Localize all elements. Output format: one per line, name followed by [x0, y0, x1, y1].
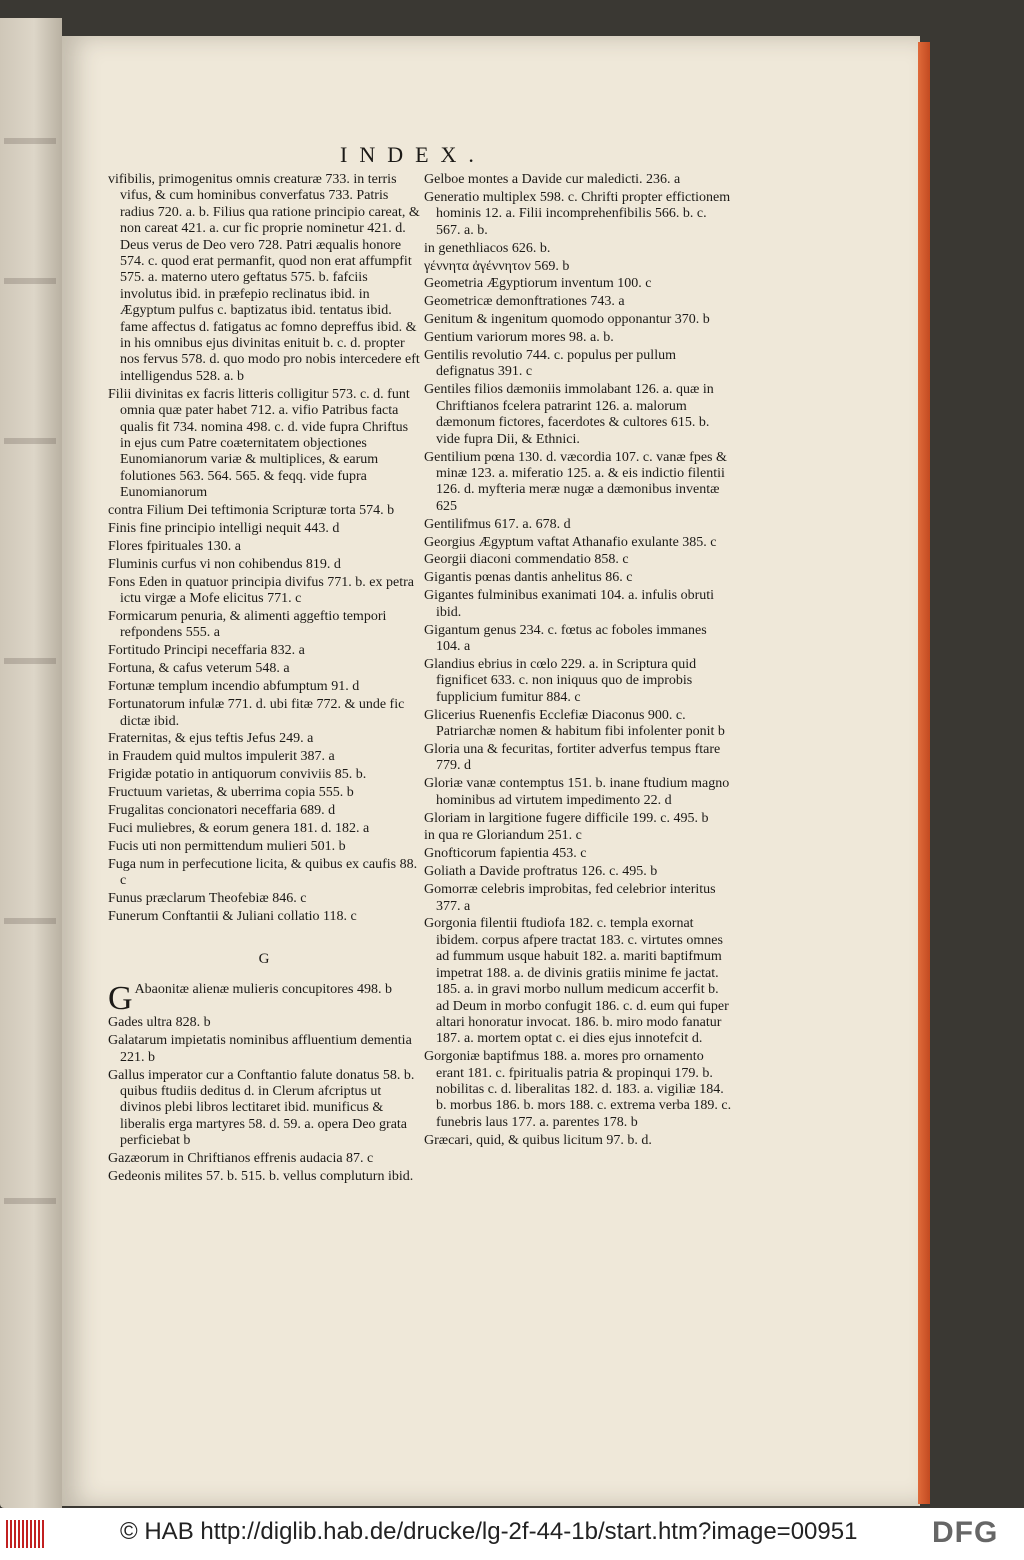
- show-through-line: [4, 138, 56, 144]
- index-entry: Fructuum varietas, & uberrima copia 555. b: [108, 785, 354, 801]
- right-entries: [424, 172, 734, 1149]
- index-entry: Funus præclarum Theofebiæ 846. c: [108, 891, 307, 907]
- page-title: INDEX.: [340, 142, 486, 167]
- index-entry: Fons Eden in quatuor principia divifus 771. b. ex petra ictu virgæ a Mofe elicitus 771. c: [108, 574, 414, 607]
- index-entry: Georgius Ægyptum vaftat Athanafio exulante 385. c: [424, 534, 717, 550]
- index-entry: Gorgoniæ baptifmus 188. a. mores pro ornamento erant 181. c. fpiritualis patria & propinqui 179. b. nobilitas c. d. liberalitas 182. d. 183. a. vigiliæ 184. b. morbus 186. b. mors 188. c. extrema verba 189. c. funebris laus 177. a. parentes 178. b: [424, 1049, 732, 1130]
- index-entry: Fortuna, & cafus veterum 548. a: [108, 661, 290, 677]
- index-entry: Frigidæ potatio in antiquorum conviviis 85. b.: [108, 767, 367, 783]
- index-entry: contra Filium Dei teftimonia Scripturæ torta 574. b: [108, 503, 395, 519]
- index-entry: Gentilium pœna 130. d. væcordia 107. c. vanæ fpes & minæ 123. a. miferatio 125. a. & eis indictio filentii 126. d. myfteria meræ nugæ a dæmonibus inventæ 625: [424, 449, 727, 514]
- index-entry: Fortunatorum infulæ 771. d. ubi fitæ 772. & unde fic dictæ ibid.: [108, 697, 405, 729]
- index-entry: Geometria Ægyptiorum inventum 100. c: [424, 276, 652, 292]
- index-entry: Funerum Conftantii & Juliani collatio 118. c: [108, 908, 357, 924]
- index-entry: Gentium variorum mores 98. a. b.: [424, 330, 614, 346]
- footer-bar: [0, 1508, 1024, 1560]
- index-entry: Græcari, quid, & quibus licitum 97. b. d.: [424, 1132, 652, 1148]
- index-entry: in qua re Gloriandum 251. c: [424, 828, 582, 844]
- index-entry: Glicerius Ruenenfis Ecclefiæ Diaconus 900. c. Patriarchæ nomen & habitum fibi infolenter ponit b: [424, 707, 725, 739]
- index-entry: Georgii diaconi commendatio 858. c: [424, 552, 629, 568]
- index-entry: Fucis uti non permittendum mulieri 501. b: [108, 838, 346, 854]
- red-page-edge: [918, 42, 930, 1504]
- show-through-line: [4, 438, 56, 444]
- index-entry: Frugalitas concionatori neceffaria 689. d: [108, 803, 336, 819]
- left-index-column: [108, 172, 420, 1187]
- index-entry: Gloriæ vanæ contemptus 151. b. inane ftudium magno hominibus ad virtutem impedimento 22. d: [424, 776, 730, 808]
- dropcap-entry: [108, 979, 420, 1017]
- index-entry: Gedeonis milites 57. b. 515. b. vellus compluturn ibid.: [108, 1168, 414, 1184]
- index-entry: vifibilis, primogenitus omnis creaturæ 733. in terris vifus, & cum hominibus converfatus 733. Patris radius 720. a. b. Filius qua ratione principio careat, & non careat 421. a. cur fic proprie nominetur 421. d. Deus verus de Deo vero 728. Patri æqualis honore 574. c. quod erat permanfit, quod non erat affumpfit 575. a. materno utero geftatus 575. b. fafciis involutus ibid. in præfepio reclinatus ibid. in Ægyptum pulfus c. baptizatus ibid. tentatus ibid. fame affectus d. fatigatus ac fomno depreffus ibid. & in his omnibus ejus divinitas enituit b. c. d. propter nos fervus 578. d. quo modo pro nobis intercedere eft intelligendus 528. a. b: [108, 172, 420, 384]
- index-entry: γέννητα ἀγέννητον 569. b: [424, 258, 570, 274]
- index-entry: Gorgonia filentii ftudiofa 182. c. templa exornat ibidem. corpus afpere tractat 183. c. virtutes omnes ad fummum usque habuit 182. a. mariti baptifmum impetrat 188. a. de divinis gratiis minime fe jactat. 185. a. in gravi morbo nullum medicum accerfit b. ad Deum in morbo confugit 186. c. d. eum qui fuper altari honoratur invocat. 186. b. miro modo fanatur 187. a. mortem optat c. ei dies ejus innotefcit d.: [424, 916, 729, 1047]
- index-entry: Gigantis pœnas dantis anhelitus 86. c: [424, 570, 633, 586]
- index-entry: Geometricæ demonftrationes 743. a: [424, 294, 625, 310]
- left-entries-before: [108, 172, 420, 925]
- index-entry: Gades ultra 828. b: [108, 1015, 211, 1031]
- index-entry: Gelboe montes a Davide cur maledicti. 236. a: [424, 172, 681, 187]
- show-through-line: [4, 278, 56, 284]
- index-entry: Filii divinitas ex facris litteris colligitur 573. c. d. funt omnia quæ pater habet 712. a. vifio Patribus facta qualis fit 734. nomina 498. c. d. vide fupra Chriftus in ejus cum Patre coæternitatem objectiones Eunomianorum variæ & multiplices, & earum folutiones 563. 564. 565. & feqq. vide fupra Eunomianorum: [108, 386, 410, 501]
- index-entry: Flores fpirituales 130. a: [108, 538, 241, 554]
- show-through-line: [4, 658, 56, 664]
- index-entry: Goliath a Davide proftratus 126. c. 495. b: [424, 864, 658, 880]
- facing-page-edge: [0, 18, 62, 1508]
- dfg-logo: DFG: [932, 1516, 999, 1549]
- index-entry: Gloria una & fecuritas, fortiter adverfus tempus ftare 779. d: [424, 741, 721, 774]
- barcode-icon: [6, 1520, 46, 1548]
- footer-credit[interactable]: © HAB http://diglib.hab.de/drucke/lg-2f-44-1b/start.htm?image=00951: [120, 1518, 858, 1545]
- show-through-line: [4, 1198, 56, 1204]
- index-entry: Galatarum impietatis nominibus affluentium dementia 221. b: [108, 1033, 412, 1065]
- index-entry: Glandius ebrius in cœlo 229. a. in Scriptura quid fignificet 633. c. non iniquus quo de improbis fupplicium fumitur 884. c: [424, 656, 697, 705]
- index-entry: Genitum & ingenitum quomodo opponantur 370. b: [424, 312, 710, 328]
- index-entry: Fuga num in perfecutione licita, & quibus ex caufis 88. c: [108, 856, 418, 889]
- index-entry: Fortitudo Principi neceffaria 832. a: [108, 643, 305, 659]
- index-entry: Formicarum penuria, & alimenti aggeftio tempori refpondens 555. a: [108, 609, 387, 641]
- index-entry: Fuci muliebres, & eorum genera 181. d. 182. a: [108, 820, 370, 836]
- dropcap: G: [108, 979, 133, 1017]
- left-entries-after: [108, 1015, 420, 1185]
- index-entry: Gentilis revolutio 744. c. populus per pullum defignatus 391. c: [424, 348, 676, 380]
- index-entry: Gazæorum in Chriftianos effrenis audacia 87. c: [108, 1151, 374, 1167]
- section-letter: G: [258, 951, 270, 968]
- index-entry: Finis fine principio intelligi nequit 443. d: [108, 521, 340, 537]
- index-entry: Gnofticorum fapientia 453. c: [424, 846, 587, 862]
- index-entry: Gentilifmus 617. a. 678. d: [424, 516, 571, 532]
- index-entry: Gigantes fulminibus exanimati 104. a. infulis obruti ibid.: [424, 588, 715, 620]
- index-entry: Gloriam in largitione fugere difficile 199. c. 495. b: [424, 810, 709, 826]
- index-entry: in Fraudem quid multos impulerit 387. a: [108, 749, 335, 765]
- index-entry: Gallus imperator cur a Conftantio falute donatus 58. b. quibus ftudiis deditus d. in Clerum afcriptus ut divinos plebi libros lectitaret ibid. munificus & liberalis erga martyres 58. d. 59. a. opera Deo grata perficiebat b: [108, 1067, 415, 1149]
- index-entry: Gentiles filios dæmoniis immolabant 126. a. quæ in Chriftianos fcelera patrarint 126. a. malorum dæmonum fictores, facerdotes & cultores 615. b. vide fupra Dii, & Ethnici.: [424, 382, 714, 447]
- index-entry: Fluminis curfus vi non cohibendus 819. d: [108, 556, 341, 572]
- right-index-column: [424, 172, 734, 1151]
- index-entry: Gigantum genus 234. c. fœtus ac foboles immanes 104. a: [424, 622, 707, 654]
- index-entry: Fraternitas, & ejus teftis Jefus 249. a: [108, 731, 314, 747]
- index-entry: Gomorræ celebris improbitas, fed celebrior interitus 377. a: [424, 882, 716, 914]
- index-entry: in genethliacos 626. b.: [424, 240, 551, 256]
- index-entry: Generatio multiplex 598. c. Chrifti propter effictionem hominis 12. a. Filii incomprehenfibilis 566. b. c. 567. a. b.: [424, 189, 731, 238]
- dropcap-entry-text: Abaonitæ alienæ mulieris concupitores 498. b: [134, 981, 392, 997]
- index-entry: Fortunæ templum incendio abfumptum 91. d: [108, 679, 360, 695]
- show-through-line: [4, 918, 56, 924]
